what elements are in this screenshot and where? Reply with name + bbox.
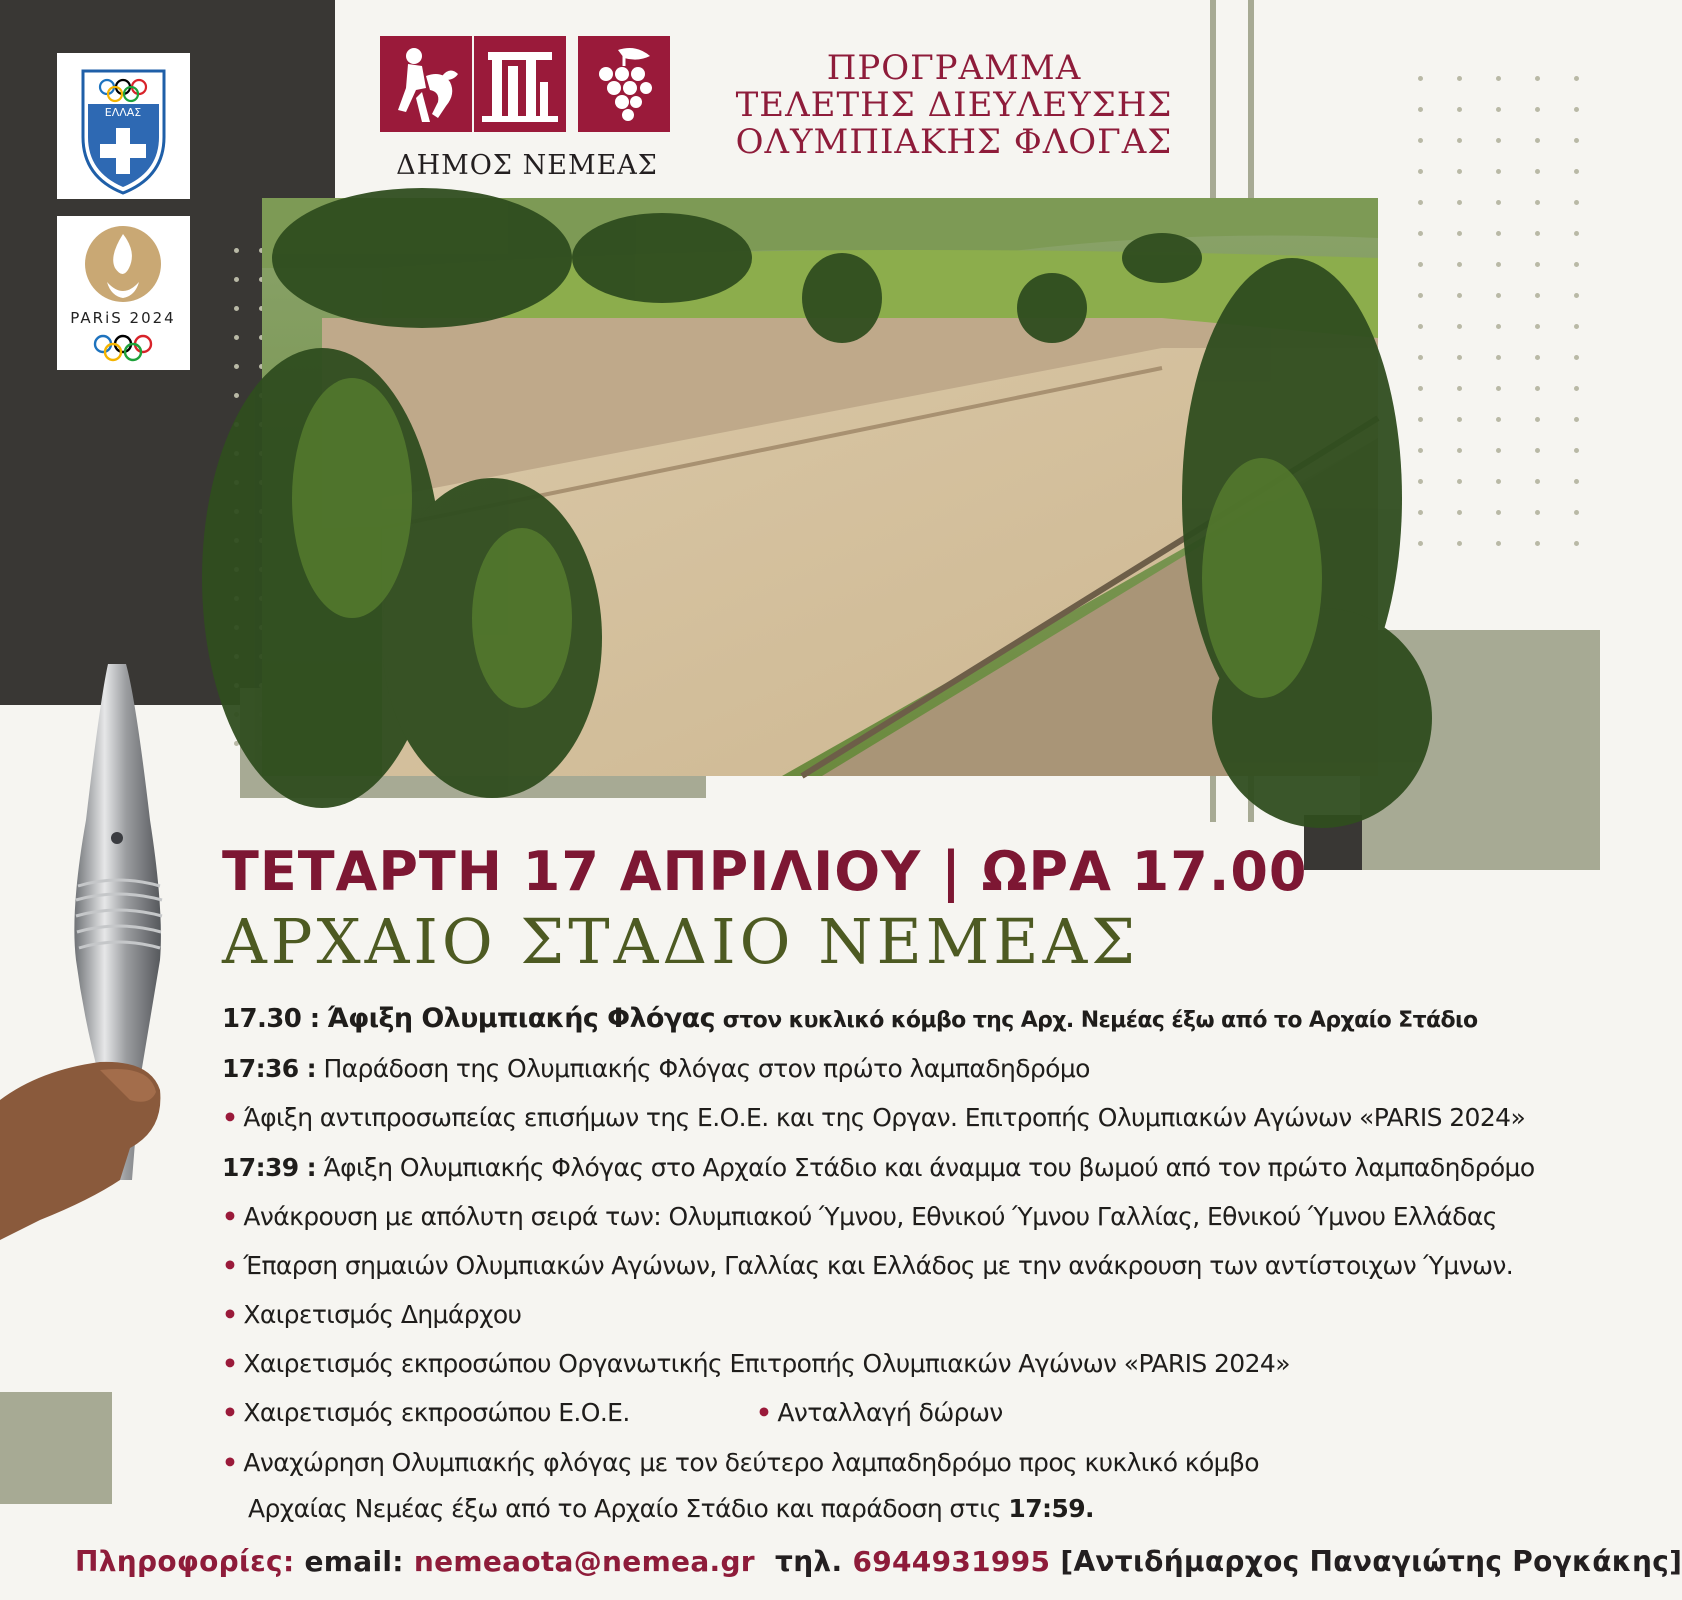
decor-dot [1535, 541, 1540, 546]
schedule-text: Ανάκρουση με απόλυτη σειρά των: Ολυμπιακού Ύμνου, Εθνικού Ύμνου Γαλλίας, Εθνικού Ύμνου Ελλάδας [243, 1202, 1497, 1231]
nemea-grapes-icon [578, 36, 670, 132]
headline-separator: | [941, 840, 962, 903]
decor-dot [1457, 138, 1462, 143]
decor-dot [1418, 479, 1423, 484]
decor-dot [1574, 169, 1579, 174]
decor-dot [1574, 138, 1579, 143]
decor-dot [1418, 324, 1423, 329]
decor-dot [1418, 386, 1423, 391]
schedule-text: στον κυκλικό κόμβο της Αρχ. Νεμέας έξω από το Αρχαίο Στάδιο [722, 1008, 1478, 1033]
decor-dot [1457, 541, 1462, 546]
decor-dot [234, 277, 239, 282]
hoc-text: ΕΛΛΑΣ [104, 106, 142, 119]
decor-dot [1496, 479, 1501, 484]
schedule-row [248, 1494, 1548, 1523]
program-title-line-1: ΠΡΟΓΡΑΜΜΑ [826, 48, 1082, 88]
decor-dot [1496, 324, 1501, 329]
decor-dot [1496, 107, 1501, 112]
decor-dot [1496, 417, 1501, 422]
decor-dot [1535, 510, 1540, 515]
decor-dot [1574, 231, 1579, 236]
email-label: email: [304, 1545, 404, 1578]
schedule-text: Ανταλλαγή δώρων [777, 1398, 1003, 1427]
decor-dot [1574, 262, 1579, 267]
schedule-row [222, 1448, 1592, 1477]
decor-dot [1535, 262, 1540, 267]
decor-dot [234, 306, 239, 311]
decor-dot [1418, 231, 1423, 236]
decor-dot [234, 393, 239, 398]
paris-text: PARiS 2024 [70, 309, 176, 327]
bullet-icon: • [222, 1398, 238, 1427]
decor-dot [1457, 386, 1462, 391]
decor-dot [1496, 169, 1501, 174]
event-date-time [222, 840, 1308, 903]
decor-dot [1457, 169, 1462, 174]
decor-dot [1418, 293, 1423, 298]
schedule-row [222, 1300, 1592, 1329]
paris-2024-emblem [57, 216, 190, 370]
schedule-row [222, 1251, 1592, 1280]
stadium-photo [262, 198, 1378, 776]
decor-dot [1496, 76, 1501, 81]
decor-dot [1496, 541, 1501, 546]
decor-dot [1574, 417, 1579, 422]
program-title-line-2: ΤΕΛΕΤΗΣ ΔΙΕΥΛΕΥΣΗΣ [735, 85, 1173, 125]
decor-dot [1535, 386, 1540, 391]
program-title [726, 50, 1182, 161]
schedule-text: Παράδοση της Ολυμπιακής Φλόγας στον πρώτο λαμπαδηδρόμο [323, 1054, 1090, 1083]
info-label: Πληροφορίες: [75, 1545, 295, 1578]
contact-person: [Αντιδήμαρχος Παναγιώτης Ρογκάκης] [1060, 1545, 1682, 1578]
decor-dot [1496, 448, 1501, 453]
decor-dot [1418, 262, 1423, 267]
paris-2024-logo [57, 216, 190, 370]
decor-dot [1496, 293, 1501, 298]
nemea-hero-icon [380, 36, 472, 132]
decor-line [1210, 776, 1216, 822]
decor-line [1248, 0, 1254, 200]
email-link[interactable]: nemeaota@nemea.gr [413, 1545, 755, 1578]
decor-dot [1535, 169, 1540, 174]
decor-dot [234, 335, 239, 340]
bullet-icon: • [222, 1349, 238, 1378]
decor-dot [1574, 107, 1579, 112]
decor-dot [1535, 448, 1540, 453]
decor-dot [1496, 231, 1501, 236]
decor-dot [1457, 479, 1462, 484]
greek-olympic-committee-emblem [57, 53, 190, 199]
venue-title: ΑΡΧΑΙΟ ΣΤΑΔΙΟ ΝΕΜΕΑΣ [222, 905, 1140, 978]
decor-dot [1418, 107, 1423, 112]
bullet-icon: • [222, 1202, 238, 1231]
decor-dot [1418, 510, 1423, 515]
decor-dot [1535, 355, 1540, 360]
decor-dot [1418, 448, 1423, 453]
municipality-label: ΔΗΜΟΣ ΝΕΜΕΑΣ [396, 150, 658, 181]
program-title-line-3: ΟΛΥΜΠΙΑΚΗΣ ΦΛΟΓΑΣ [735, 122, 1173, 162]
schedule-text: Αρχαίας Νεμέας έξω από το Αρχαίο Στάδιο και παράδοση στις [248, 1494, 1002, 1523]
decor-dot [1457, 324, 1462, 329]
decor-dot [234, 364, 239, 369]
schedule-text: Άφιξη Ολυμπιακής Φλόγας στο Αρχαίο Στάδιο και άναμμα του βωμού από τον πρώτο λαμπαδηδρόμο [323, 1153, 1535, 1182]
decor-dot [1574, 541, 1579, 546]
decor-dot [1535, 324, 1540, 329]
decor-dot [1496, 200, 1501, 205]
decor-dot [1418, 355, 1423, 360]
decor-dot [1535, 293, 1540, 298]
schedule-time: 17:59. [1008, 1494, 1094, 1523]
decor-dot [1457, 107, 1462, 112]
hoc-logo [57, 53, 190, 199]
schedule-time: 17:36 : [222, 1054, 317, 1083]
event-time: ΩΡΑ 17.00 [981, 840, 1308, 903]
decor-dot [1535, 479, 1540, 484]
decor-dot [1535, 231, 1540, 236]
decor-dot [1418, 169, 1423, 174]
decor-dot [1496, 355, 1501, 360]
decor-dot [1574, 324, 1579, 329]
decor-dot [1457, 200, 1462, 205]
schedule-time: 17:39 : [222, 1153, 317, 1182]
schedule-highlight: Άφιξη Ολυμπιακής Φλόγας [327, 1003, 716, 1034]
bullet-icon: • [222, 1251, 238, 1280]
decor-dot [1457, 231, 1462, 236]
decor-dot [1535, 200, 1540, 205]
phone-label: τηλ. [775, 1545, 843, 1578]
bullet-icon: • [222, 1300, 238, 1329]
decor-dot [1418, 200, 1423, 205]
decor-dot [1496, 510, 1501, 515]
schedule-text: Αναχώρηση Ολυμπιακής φλόγας με τον δεύτερο λαμπαδηδρόμο προς κυκλικό κόμβο [243, 1448, 1259, 1477]
decor-dot [234, 248, 239, 253]
decor-dot [1418, 76, 1423, 81]
decor-dot [1496, 386, 1501, 391]
dot-grid-right [1418, 76, 1579, 546]
decor-dot [1574, 386, 1579, 391]
decor-dot [1418, 541, 1423, 546]
decor-dot [1457, 510, 1462, 515]
phone-number[interactable]: 6944931995 [852, 1545, 1051, 1578]
olympic-torch [0, 660, 180, 1260]
decor-dot [1457, 262, 1462, 267]
decor-dot [1457, 293, 1462, 298]
schedule-text: Άφιξη αντιπροσωπείας επισήμων της Ε.Ο.Ε. και της Οργαν. Επιτροπής Ολυμπιακών Αγώνων «PARIS 2024» [243, 1103, 1526, 1132]
event-date: ΤΕΤΑΡΤΗ 17 ΑΠΡΙΛΙΟΥ [222, 840, 922, 903]
schedule-text: Χαιρετισμός Δημάρχου [243, 1300, 522, 1329]
bullet-icon: • [222, 1103, 238, 1132]
decor-block-left [0, 1392, 112, 1504]
schedule-row [222, 1054, 1592, 1083]
schedule-row [222, 1003, 1592, 1034]
decor-dot [1535, 107, 1540, 112]
decor-dot [1418, 417, 1423, 422]
decor-dot [1457, 76, 1462, 81]
decor-dot [1457, 448, 1462, 453]
decor-dot [1496, 138, 1501, 143]
schedule-time: 17.30 : [222, 1004, 320, 1034]
nemea-temple-icon [474, 36, 566, 132]
schedule-text: Χαιρετισμός εκπροσώπου Ε.Ο.Ε. [243, 1398, 630, 1427]
decor-dot [1574, 200, 1579, 205]
decor-dot [1418, 138, 1423, 143]
schedule-text: Έπαρση σημαιών Ολυμπιακών Αγώνων, Γαλλίας και Ελλάδος με την ανάκρουση των αντίστοιχων Ύμνων. [243, 1251, 1514, 1280]
schedule-row [222, 1103, 1592, 1132]
schedule-text: Χαιρετισμός εκπροσώπου Οργανωτικής Επιτροπής Ολυμπιακών Αγώνων «PARIS 2024» [243, 1349, 1290, 1378]
bullet-icon: • [222, 1448, 238, 1477]
bullet-icon: • [756, 1398, 772, 1427]
decor-dot [1457, 355, 1462, 360]
decor-dot [1496, 262, 1501, 267]
schedule-row [756, 1398, 1356, 1427]
schedule-row [222, 1202, 1592, 1231]
schedule-row [222, 1349, 1592, 1378]
decor-dot [1574, 355, 1579, 360]
decor-dot [1574, 293, 1579, 298]
schedule-row [222, 1153, 1592, 1182]
decor-dot [1574, 448, 1579, 453]
decor-line [1210, 0, 1216, 200]
decor-dot [1535, 417, 1540, 422]
decor-dot [1457, 417, 1462, 422]
decor-dot [1574, 479, 1579, 484]
decor-dot [1574, 76, 1579, 81]
decor-dot [1535, 76, 1540, 81]
info-footer [75, 1545, 1682, 1578]
decor-dot [1574, 510, 1579, 515]
decor-dot [1535, 138, 1540, 143]
